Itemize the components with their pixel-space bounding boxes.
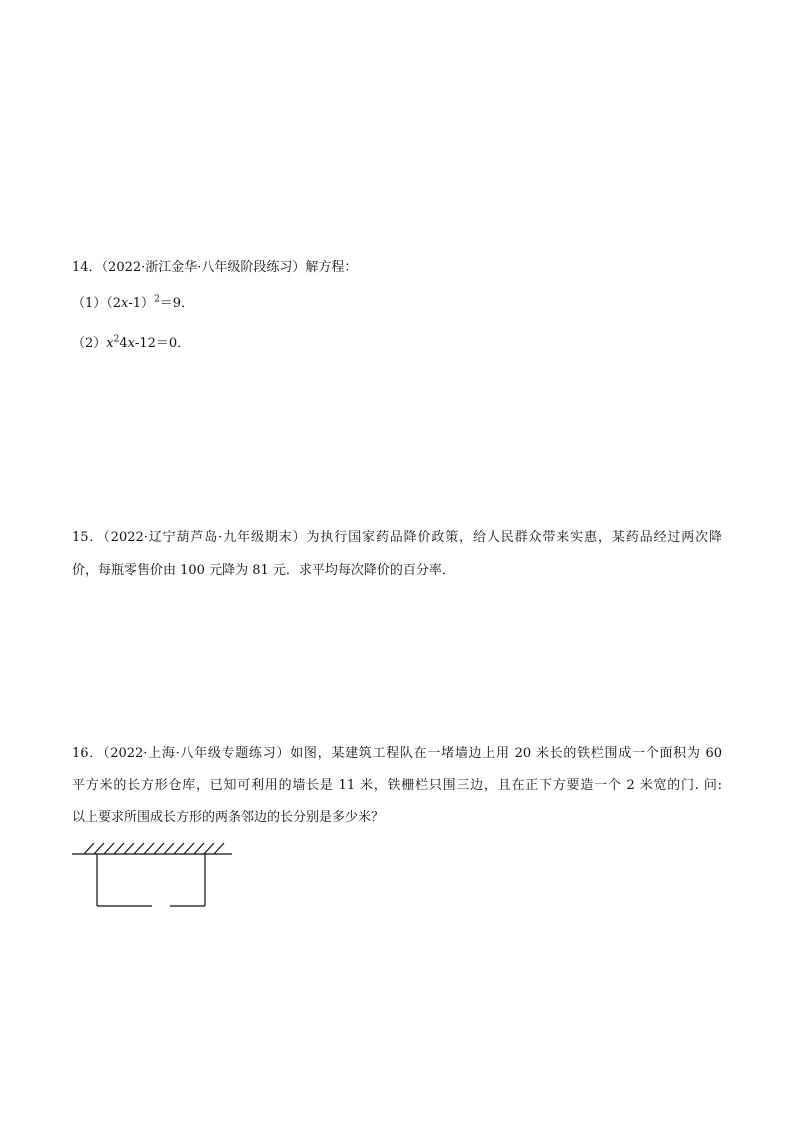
q14-part1-var: x bbox=[121, 296, 129, 311]
q15-line-2: 价，每瓶零售价由 100 元降为 81 元．求平均每次降价的百分率． bbox=[72, 563, 455, 578]
q14-prompt: 解方程： bbox=[305, 260, 358, 275]
q14-part2-coef: 4 bbox=[119, 336, 128, 351]
q16-line-2: 平方米的长方形仓库，已知可利用的墙长是 11 米，铁栅栏只围三边，且在正下方要造一个 2 米宽的门. 问: bbox=[72, 778, 722, 793]
q14-part2-tail: -12＝0． bbox=[134, 336, 191, 351]
q14-part1-tail: ＝9． bbox=[159, 296, 195, 311]
warehouse-figure bbox=[72, 838, 236, 912]
q14-part2-var: x bbox=[106, 336, 114, 351]
q14-part2-exponent: 2 bbox=[113, 334, 120, 345]
q14-part2 bbox=[72, 334, 190, 354]
q16-line-1: 16．（2022·上海·八年级专题练习）如图，某建筑工程队在一堵墙边上用 20 米长的铁栏围成一个面积为 60 bbox=[72, 746, 722, 761]
q14-part2-lead: （2） bbox=[72, 336, 107, 351]
q14-part1-lead: （1）（2 bbox=[72, 296, 122, 311]
q14-source: （2022·浙江金华·八年级阶段练习） bbox=[101, 260, 306, 275]
q14-part1-mid: -1） bbox=[128, 296, 155, 311]
q14-part1-exponent: 2 bbox=[154, 294, 160, 305]
q15-line-1: 15．（2022·辽宁葫芦岛·九年级期末）为执行国家药品降价政策，给人民群众带来实惠，某药品经过两次降 bbox=[72, 530, 722, 545]
q16-line-3: 以上要求所围成长方形的两条邻边的长分别是多少米？ bbox=[72, 810, 385, 825]
q14-part1 bbox=[72, 294, 194, 314]
wall-hatching bbox=[84, 843, 224, 854]
q14-number: 14． bbox=[72, 260, 102, 275]
q14-stem bbox=[72, 258, 357, 278]
q14-part2-var2: x bbox=[127, 336, 135, 351]
